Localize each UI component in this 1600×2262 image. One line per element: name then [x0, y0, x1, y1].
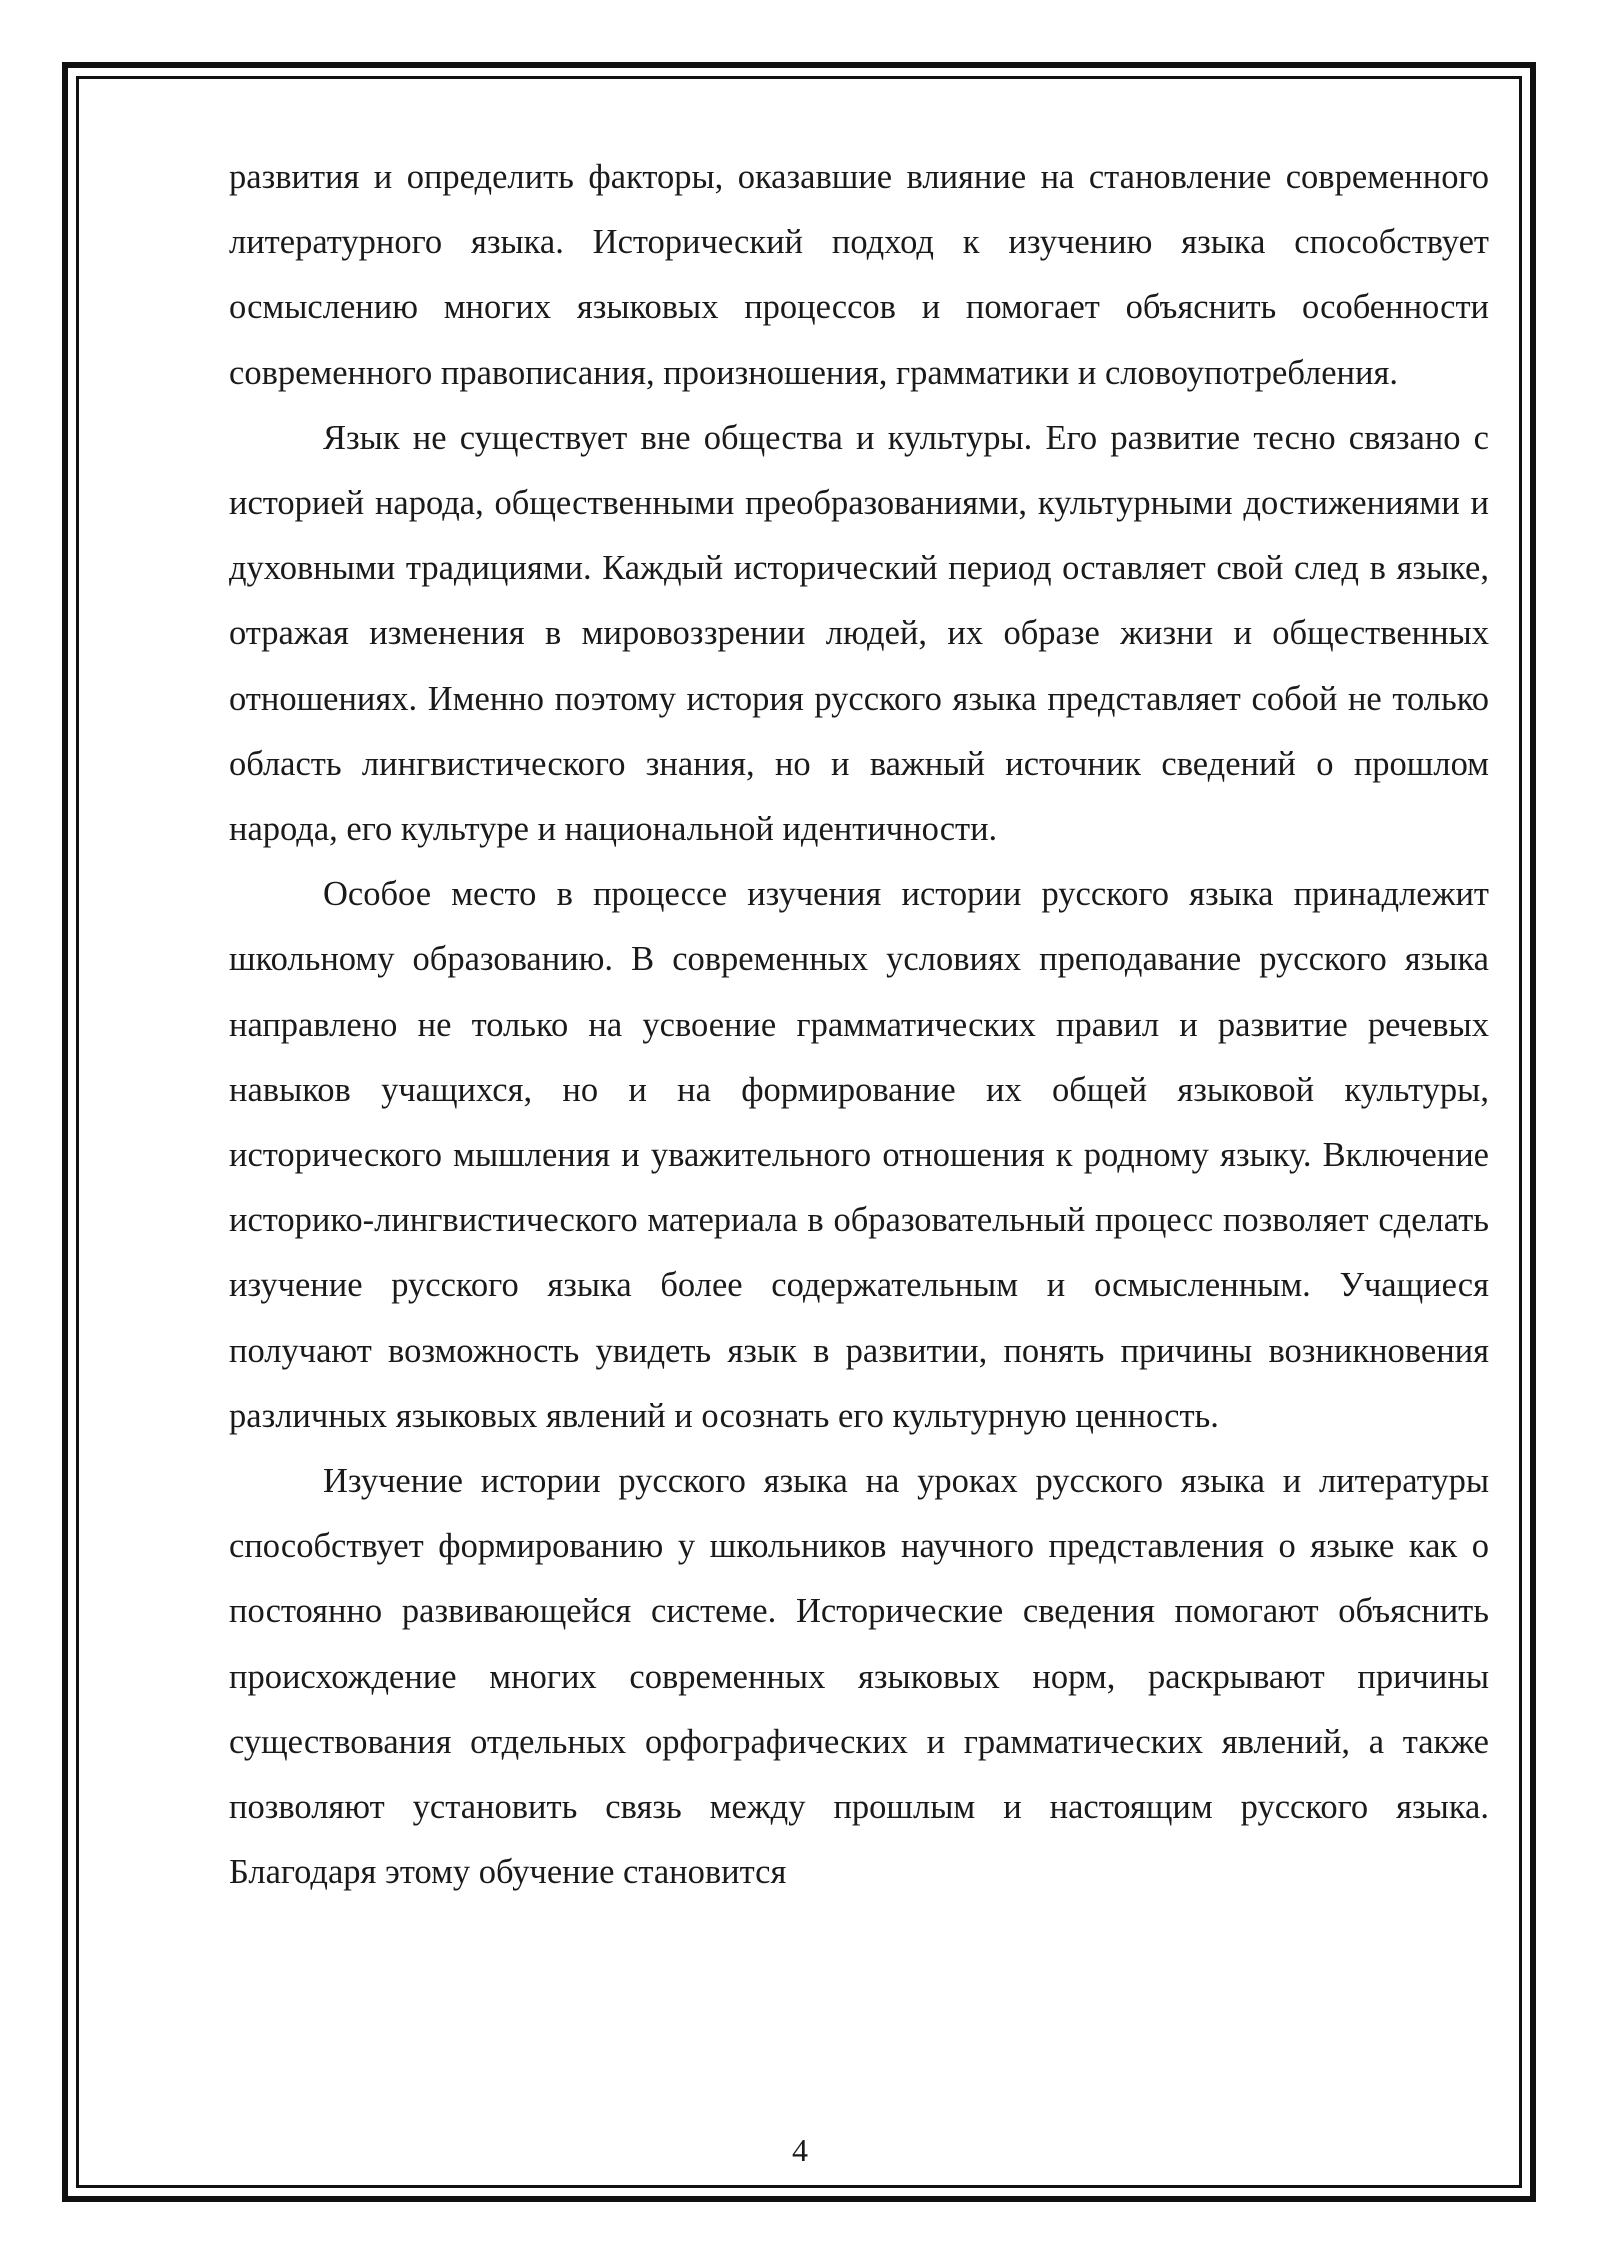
page-number: 4: [792, 2132, 808, 2168]
paragraph-2: Язык не существует вне общества и культуры. Его развитие тесно связано с историей народа, общественными преобразованиями, культурными достижениями и духовными традициями. Каждый исторический период оставляет свой след в языке, отражая изменения в мировоззрении людей, их образе жизни и общественных отношениях. Именно поэтому история русского языка представляет собой не только область лингвистического знания, но и важный источник сведений о прошлом народа, его культуре и национальной идентичности.: [229, 418, 1489, 849]
paragraph-1: развития и определить факторы, оказавшие влияние на становление современного литературного языка. Исторический подход к изучению языка способствует осмыслению многих языковых процессов и помогает объяснить особенности современного правописания, произношения, грамматики и словоупотребления.: [229, 158, 1489, 392]
paragraph-4: Изучение истории русского языка на уроках русского языка и литературы способствует формированию у школьников научного представления о языке как о постоянно развивающейся системе. Исторические сведения помогают объяснить происхождение многих современных языковых норм, раскрывают причины существования отдельных орфографических и грамматических явлений, а также позволяют установить связь между прошлым и настоящим русского языка. Благодаря этому обучение становится: [229, 1462, 1489, 1892]
page-body: [229, 145, 1489, 1905]
paragraph-3: Особое место в процессе изучения истории русского языка принадлежит школьному образованию. В современных условиях преподавание русского языка направлено не только на усвоение грамматических правил и развитие речевых навыков учащихся, но и на формирование их общей языковой культуры, исторического мышления и уважительного отношения к родному языку. Включение историко-лингвистического материала в образовательный процесс позволяет сделать изучение русского языка более содержательным и осмысленным. Учащиеся получают возможность увидеть язык в развитии, понять причины возникновения различных языковых явлений и осознать его культурную ценность.: [229, 875, 1489, 1435]
